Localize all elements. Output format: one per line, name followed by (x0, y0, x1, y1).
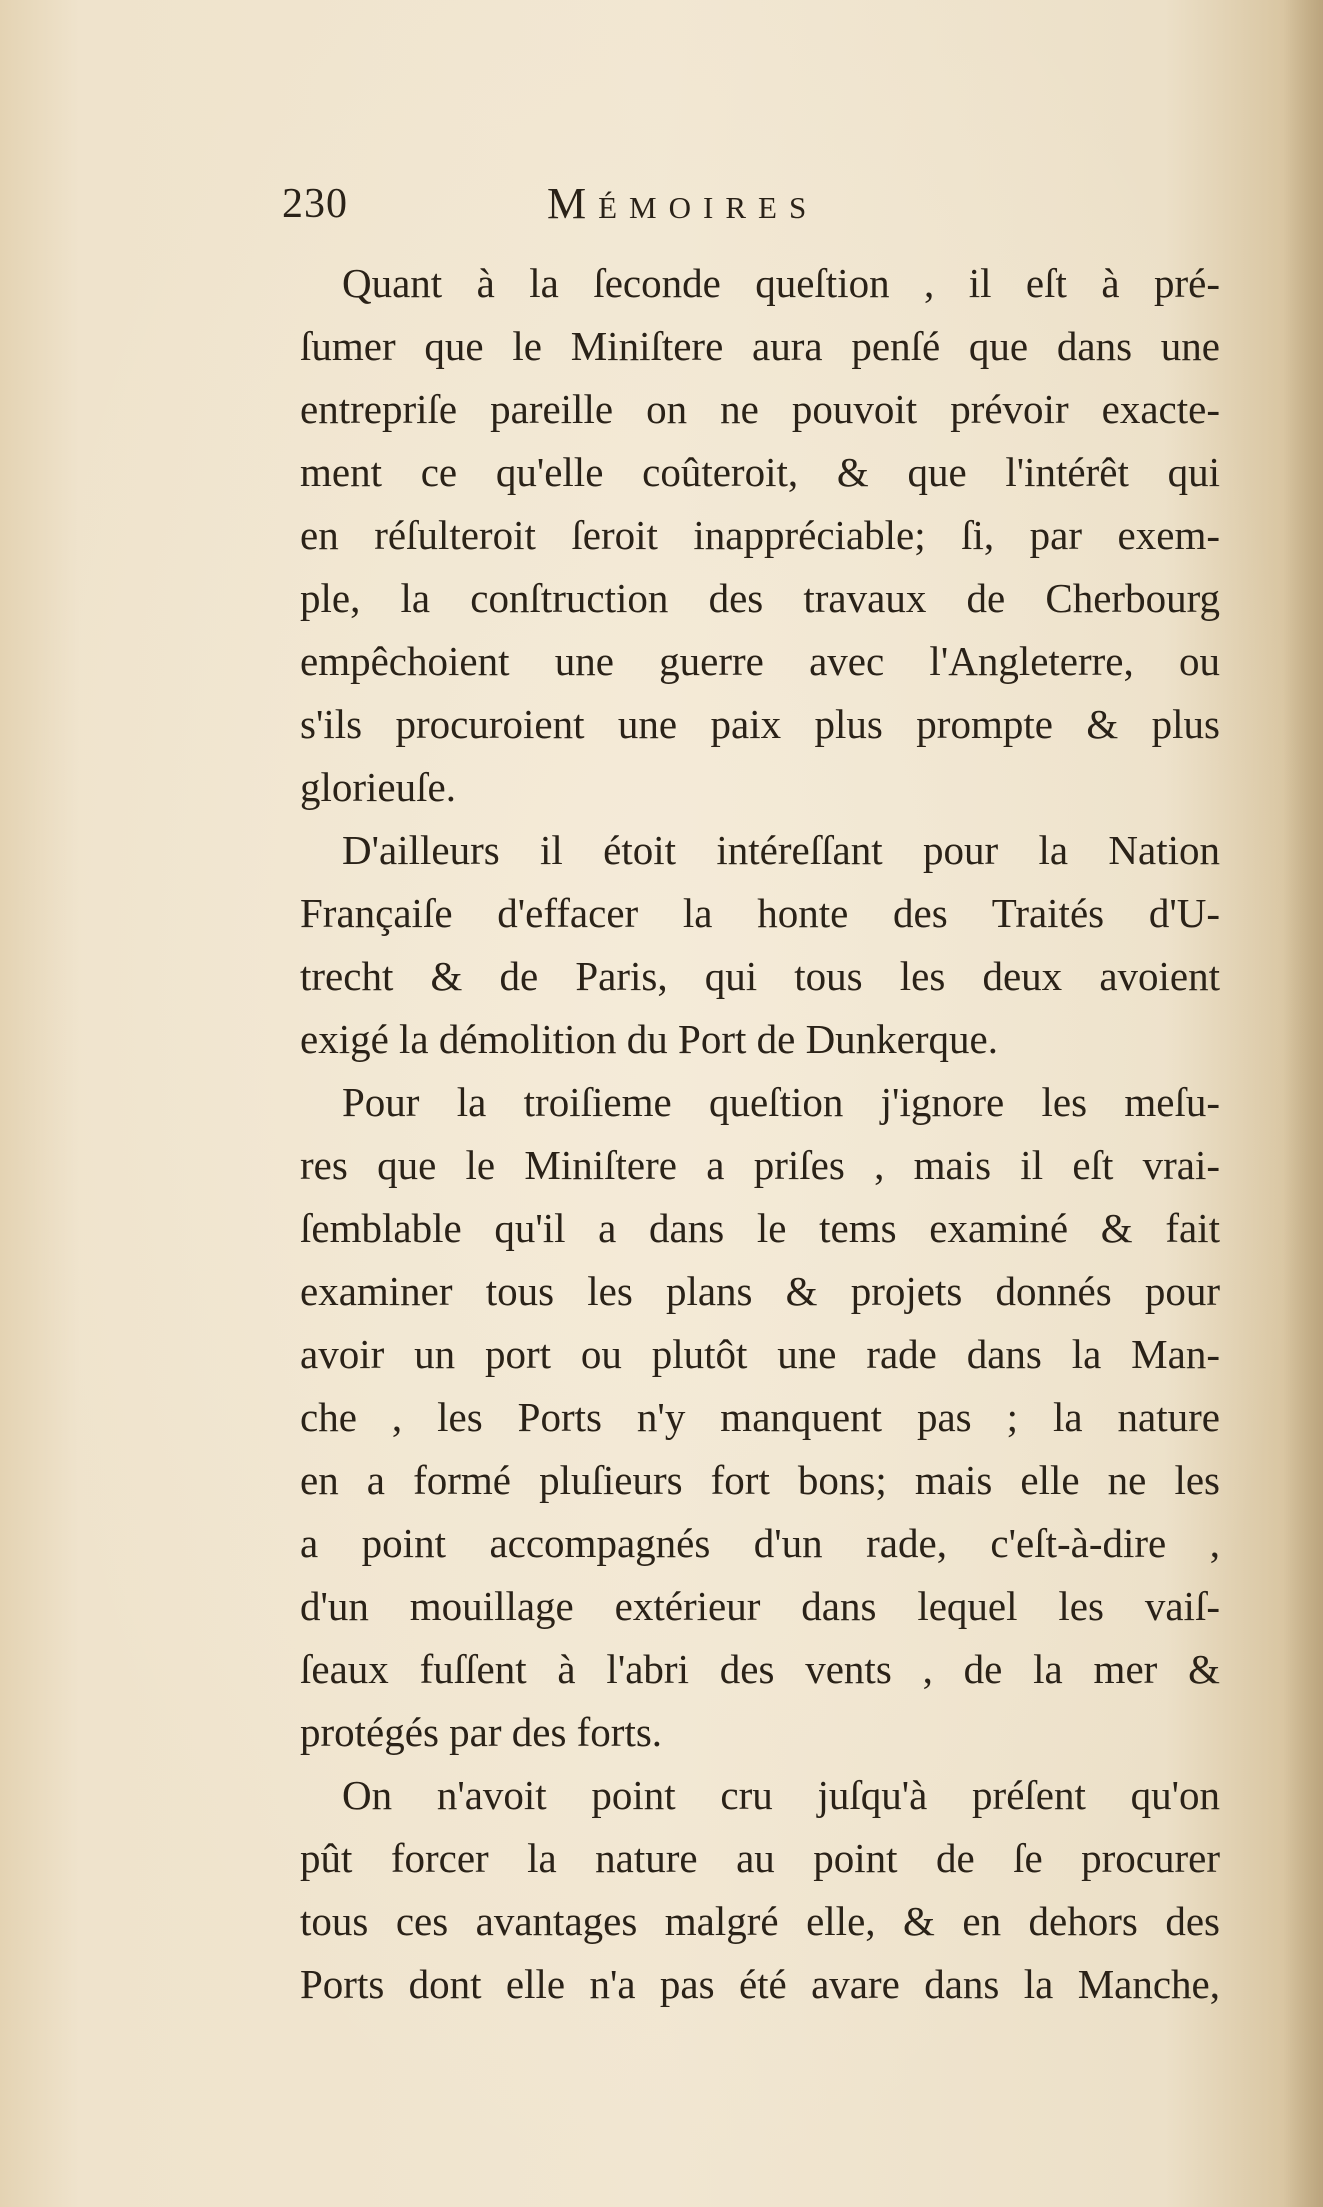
text-line: s'ils procuroient une paix plus prompte & plus (300, 701, 1220, 747)
text-line: a point accompagnés d'un rade, c'eſt-à-dire , (300, 1520, 1220, 1566)
text-line: ſumer que le Miniſtere aura penſé que dans une (300, 323, 1220, 369)
text-body (300, 252, 1220, 2016)
text-line: empêchoient une guerre avec l'Angleterre, ou (300, 638, 1220, 684)
text-line: d'un mouillage extérieur dans lequel les vaiſ- (300, 1583, 1220, 1629)
text-line: trecht & de Paris, qui tous les deux avoient (300, 953, 1220, 999)
text-line: exigé la démolition du Port de Dunkerque. (300, 1016, 998, 1062)
text-line: ſemblable qu'il a dans le tems examiné & fait (300, 1205, 1220, 1251)
text-line: pût forcer la nature au point de ſe procurer (300, 1835, 1220, 1881)
text-line: D'ailleurs il étoit intéreſſant pour la Nation (342, 827, 1220, 873)
text-line: protégés par des forts. (300, 1709, 663, 1755)
text-line: Quant à la ſeconde queſtion , il eſt à pré- (342, 260, 1220, 306)
text-line: entrepriſe pareille on ne pouvoit prévoir exacte- (300, 386, 1220, 432)
text-line: en réſulteroit ſeroit inappréciable; ſi, par exem- (300, 512, 1220, 558)
text-line: ple, la conſtruction des travaux de Cherbourg (300, 575, 1220, 621)
text-line: tous ces avantages malgré elle, & en dehors des (300, 1898, 1220, 1944)
text-line: avoir un port ou plutôt une rade dans la Man- (300, 1331, 1220, 1377)
page-number: 230 (282, 181, 348, 227)
text-line: Françaiſe d'effacer la honte des Traités d'U- (300, 890, 1220, 936)
page-header (282, 172, 1042, 232)
text-line: On n'avoit point cru juſqu'à préſent qu'on (342, 1772, 1220, 1818)
text-line: che , les Ports n'y manquent pas ; la nature (300, 1394, 1220, 1440)
page-edge-shadow (1283, 0, 1323, 2207)
text-line: ſeaux fuſſent à l'abri des vents , de la mer & (300, 1646, 1220, 1692)
text-line: Ports dont elle n'a pas été avare dans la Manche, (300, 1961, 1220, 2007)
text-line: Pour la troiſieme queſtion j'ignore les meſu- (342, 1079, 1220, 1125)
text-line: examiner tous les plans & projets donnés pour (300, 1268, 1220, 1314)
text-line: res que le Miniſtere a priſes , mais il eſt vrai- (300, 1142, 1220, 1188)
text-line: ment ce qu'elle coûteroit, & que l'intérêt qui (300, 449, 1220, 495)
text-line: glorieuſe. (300, 764, 456, 810)
running-head: Mémoires (547, 179, 819, 228)
text-line: en a formé pluſieurs fort bons; mais elle ne les (300, 1457, 1220, 1503)
